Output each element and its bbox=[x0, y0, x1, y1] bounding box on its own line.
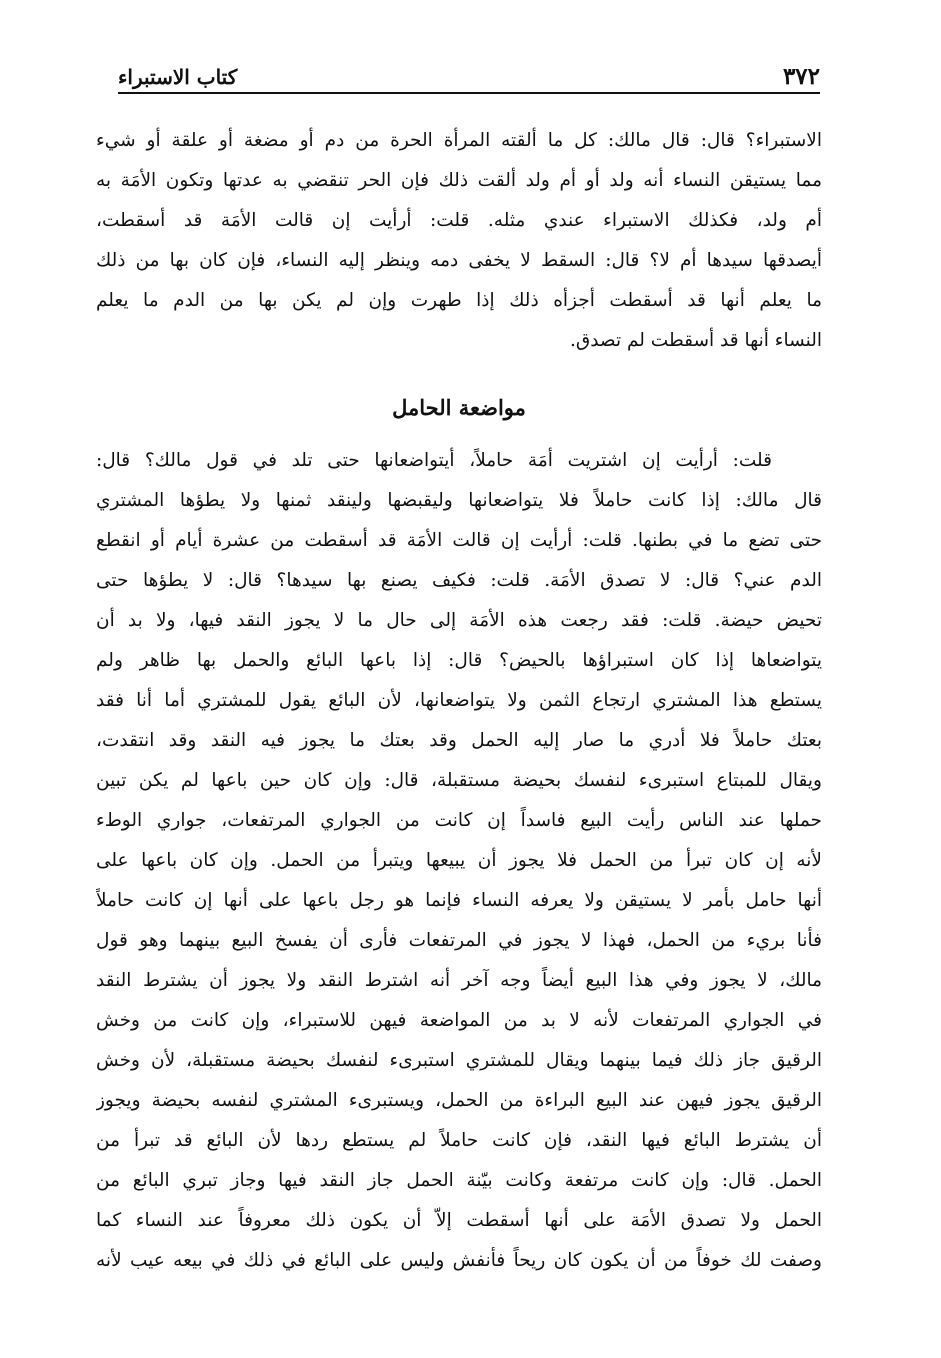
text-line: الرقيق يجوز فيهن عند البيع البراءة من الحمل، ويستبرىء المشتري لنفسه بحيضة ويجوز bbox=[96, 1090, 822, 1111]
text-line: ما يعلم أنها قد أسقطت أجزأه ذلك إذا طهرت وإن لم يكن بها من الدم ما يعلم bbox=[96, 290, 822, 311]
text-line: ويقال للمبتاع استبرىء لنفسك بحيضة مستقبلة، قال: وإن كان حين باعها لم يكن تبين bbox=[96, 770, 822, 791]
text-line: أيصدقها سيدها أم لا؟ قال: السقط لا يخفى دمه وينظر إليه النساء، فإن كان بها من ذلك bbox=[96, 250, 822, 271]
text-line: الاستبراء؟ قال: قال مالك: كل ما ألقته المرأة الحرة من دم أو مضغة أو علقة أو شيء bbox=[96, 130, 822, 151]
text-line: يتواضعاها إذا كان استبراؤها بالحيض؟ قال: إذا باعها البائع والحمل بها ظاهر ولم bbox=[96, 650, 822, 671]
section-heading: مواضعة الحامل bbox=[392, 395, 526, 420]
paragraph-muwada-a bbox=[96, 441, 822, 1281]
text-line: قال مالك: إذا كانت حاملاً فلا يتواضعانها وليقبضها ولينقد ثمنها ولا يطؤها المشتري bbox=[96, 490, 822, 511]
page-number: ٣٧٢ bbox=[782, 63, 820, 90]
text-line: يستطع هذا المشتري ارتجاع الثمن ولا يتواضعانها، لأن البائع يقول للمشتري أما أنا فقد bbox=[96, 690, 822, 711]
text-line: الدم عني؟ قال: لا تصدق الأمَة. قلت: فكيف يصنع بها سيدها؟ قال: لا يطؤها حتى bbox=[96, 570, 822, 591]
text-line: النساء أنها قد أسقطت لم تصدق. bbox=[569, 330, 822, 351]
text-line: في الجواري المرتفعات لأنه لا بد من المواضعة فيهن للاستبراء، وإن كانت من وخش bbox=[96, 1010, 822, 1031]
book-title: كتاب الاستبراء bbox=[118, 65, 238, 89]
paragraph-istibra bbox=[96, 121, 822, 361]
text-line: قلت: أرأيت إن اشتريت أمَة حاملاً، أيتواضعانها حتى تلد في قول مالك؟ قال: bbox=[96, 450, 772, 471]
text-line: حتى تضع ما في بطنها. قلت: أرأيت إن قالت الأمَة قد أسقطت من عشرة أيام أو انقطع bbox=[96, 530, 822, 551]
text-line: الرقيق جاز ذلك فيما بينهما ويقال للمشتري استبرىء لنفسك بحيضة مستقبلة، لأن وخش bbox=[96, 1050, 822, 1071]
running-header bbox=[118, 62, 820, 94]
text-line: بعتك حاملاً فلا أدري ما صار إليه الحمل وقد بعتك ما يجوز فيه النقد وقد انتقدت، bbox=[96, 730, 822, 751]
text-line: فأنا بريء من الحمل، فهذا لا يجوز في المرتفعات فأرى أن يفسخ البيع بينهما وهو قول bbox=[96, 930, 822, 951]
text-line: مما يستيقن النساء أنه ولد أو أم ولد ألقت ذلك فإن الحر تنقضي به عدتها وتكون الأمَة به bbox=[96, 170, 822, 191]
text-line: أنها حامل بأمر لا يستيقن ولا يعرفه النساء فإنما هو رجل باعها على أنها إن كانت حاملاً bbox=[96, 890, 822, 911]
text-line: حملها عند الناس رأيت البيع فاسداً إن كانت من الجواري المرتفعات، جواري الوطء bbox=[96, 810, 822, 831]
text-line: أم ولد، فكذلك الاستبراء عندي مثله. قلت: أرأيت إن قالت الأمَة قد أسقطت، bbox=[96, 210, 822, 231]
text-line: لأنه إن كان تبرأ من الحمل فلا يجوز أن يبيعها ويتبرأ من الحمل. وإن كان باعها على bbox=[96, 850, 822, 871]
text-line: أن يشترط البائع فيها النقد، فإن كانت حاملاً لم يستطع ردها لأن البائع قد تبرأ من bbox=[96, 1130, 822, 1151]
text-line: وصفت لك خوفاً من أن يكون كان ريحاً فأنفش وليس على البائع في ذلك في بيعه عيب لأنه bbox=[96, 1250, 822, 1271]
text-line: مالك، لا يجوز وفي هذا البيع أيضاً وجه آخر أنه اشترط النقد ولا يجوز أن يشترط النقد bbox=[96, 970, 822, 991]
text-line: تحيض حيضة. قلت: فقد رجعت هذه الأمَة إلى حال ما لا يجوز النقد فيها، ولا بد أن bbox=[96, 610, 822, 631]
text-line: الحمل. قال: وإن كانت مرتفعة وكانت بيّنة الحمل جاز النقد فيها وجاز تبري البائع من bbox=[96, 1170, 822, 1191]
text-line: الحمل ولا تصدق الأمَة على أنها أسقطت إلاّ أن يكون ذلك معروفاً عند النساء كما bbox=[96, 1210, 822, 1231]
